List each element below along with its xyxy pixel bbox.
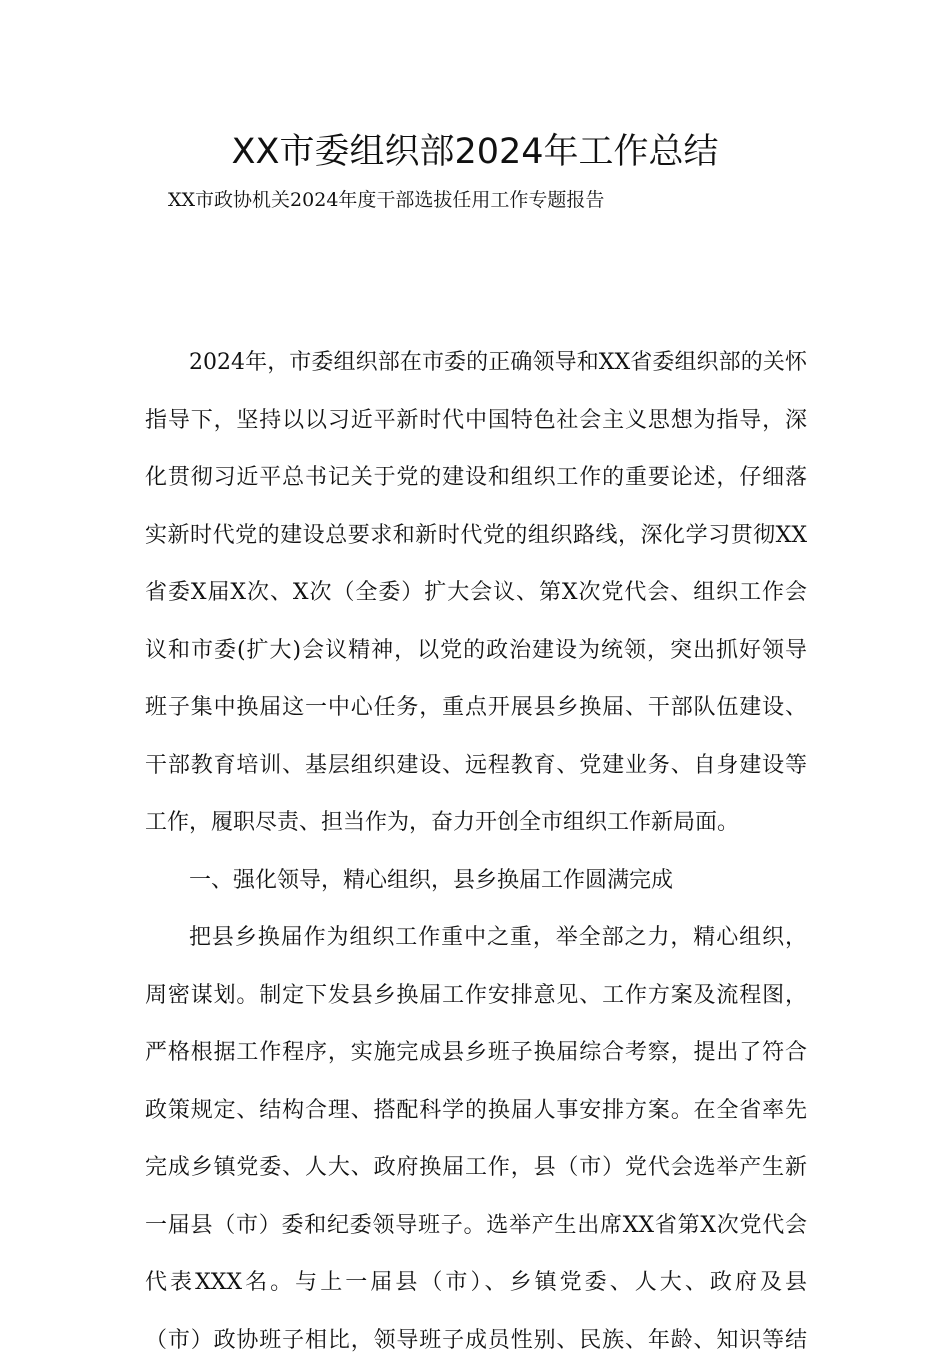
document-title: XX市委组织部2024年工作总结: [0, 128, 950, 176]
paragraph-line: 实新时代党的建设总要求和新时代党的组织路线，深化学习贯彻XX: [145, 507, 807, 565]
paragraph-line: （市）政协班子相比，领导班子成员性别、民族、年龄、知识等结: [145, 1312, 807, 1369]
section-heading: 一、强化领导，精心组织，县乡换届工作圆满完成: [145, 852, 807, 910]
paragraph-line: 2024年，市委组织部在市委的正确领导和XX省委组织部的关怀: [145, 334, 807, 392]
document-body: [145, 334, 807, 1369]
paragraph-line: 完成乡镇党委、人大、政府换届工作，县（市）党代会选举产生新: [145, 1139, 807, 1197]
paragraph-line: 指导下，坚持以以习近平新时代中国特色社会主义思想为指导，深: [145, 392, 807, 450]
paragraph-line: 政策规定、结构合理、搭配科学的换届人事安排方案。在全省率先: [145, 1082, 807, 1140]
paragraph-line: 工作，履职尽责、担当作为，奋力开创全市组织工作新局面。: [145, 794, 807, 852]
paragraph-line: 班子集中换届这一中心任务，重点开展县乡换届、干部队伍建设、: [145, 679, 807, 737]
paragraph-line: 化贯彻习近平总书记关于党的建设和组织工作的重要论述，仔细落: [145, 449, 807, 507]
paragraph-line: 把县乡换届作为组织工作重中之重，举全部之力，精心组织，: [145, 909, 807, 967]
paragraph-line: 一届县（市）委和纪委领导班子。选举产生出席XX省第X次党代会: [145, 1197, 807, 1255]
document-subtitle: XX市政协机关2024年度干部选拔任用工作专题报告: [168, 186, 604, 214]
paragraph-line: 议和市委(扩大)会议精神，以党的政治建设为统领，突出抓好领导: [145, 622, 807, 680]
paragraph-line: 干部教育培训、基层组织建设、远程教育、党建业务、自身建设等: [145, 737, 807, 795]
paragraph-line: 周密谋划。制定下发县乡换届工作安排意见、工作方案及流程图，: [145, 967, 807, 1025]
paragraph-line: 代表XXX名。与上一届县（市）、乡镇党委、人大、政府及县: [145, 1254, 807, 1312]
paragraph-line: 严格根据工作程序，实施完成县乡班子换届综合考察，提出了符合: [145, 1024, 807, 1082]
paragraph-line: 省委X届X次、X次（全委）扩大会议、第X次党代会、组织工作会: [145, 564, 807, 622]
